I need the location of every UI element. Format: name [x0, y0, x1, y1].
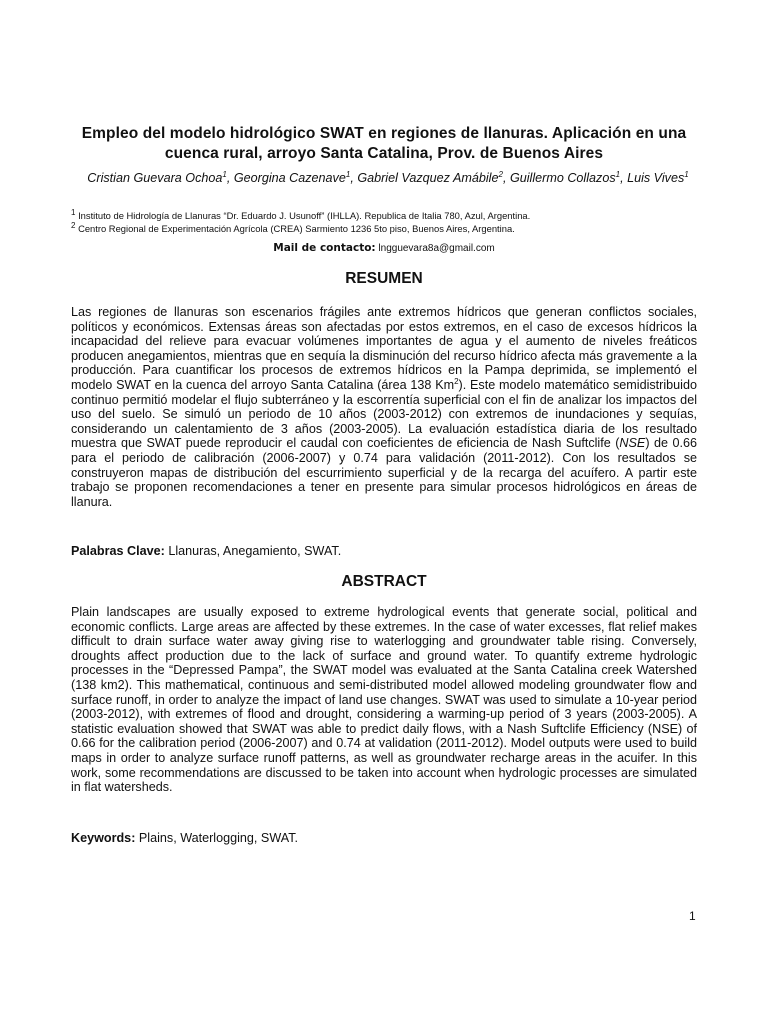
affiliations: [71, 209, 697, 235]
page-number: 1: [689, 909, 696, 923]
palabras-clave-label: Palabras Clave:: [71, 544, 165, 558]
author: Luis Vives$^1$: [627, 169, 689, 185]
author: Georgina Cazenave$^1$,: [233, 169, 358, 185]
paper-title: Empleo del modelo hidrológico SWAT en regiones de llanuras. Aplicación en una cuenca rural, arroyo Santa Catalina, Prov. de Buenos Aires: [81, 125, 687, 162]
abstract-heading: ABSTRACT: [341, 573, 427, 590]
contact-email: lngguevara8a@gmail.com: [378, 243, 495, 254]
author-list: [71, 171, 705, 186]
keywords: [71, 831, 697, 846]
palabras-clave: [71, 544, 697, 559]
keywords-text: Plains, Waterlogging, SWAT.: [138, 831, 299, 845]
author: Guillermo Collazos$^1$,: [509, 169, 628, 185]
author: Cristian Guevara Ochoa$^1$,: [87, 169, 234, 185]
palabras-clave-text: Llanuras, Anegamiento, SWAT.: [168, 544, 342, 558]
contact-label: Mail de contacto:: [273, 242, 376, 254]
contact-line: [71, 241, 697, 256]
author: Gabriel Vazquez Amábile$^2$,: [357, 169, 510, 185]
keywords-label: Keywords:: [71, 831, 136, 845]
abstract-paragraph: Plain landscapes are usually exposed to extreme hydrological events that generate social, political and economic conflicts. Large areas are affected by these extremes. In the case of water excesses, flat relief makes difficult to drain surface water away giving rise to waterlogging and groundwater table rising. Conversely, droughts affect production due to the lack of surface and ground water. To quantify extreme hydrologic processes in the “Depressed Pampa”, the SWAT model was evaluated at the Santa Catalina creek Watershed (138 km2). This mathematical, continuous and semi-distributed model allowed modeling groundwater flow and surface runoff, in order to analyze the impact of land use changes. SWAT was used to simulate a 10-year period (2003-2012), with extremes of flood and drought, considering a warming-up period of 3 years (2003-2005). A statistic evaluation showed that SWAT was able to predict daily flows, with a Nash Suftclife Efficiency (NSE) of 0.66 for the calibration period (2006-2007) and 0.74 at validation (2011-2012). Model outputs were used to build maps in order to analyze surface runoff patterns, as well as groundwater recharge areas in the acuifer. In this work, some recommendations are discussed to be taken into account when hydrologic processes are simulated in flat watersheds.: [71, 605, 697, 795]
resumen-heading: RESUMEN: [345, 270, 423, 287]
affiliation-item: $^1$ Instituto de Hidrología de Llanuras “Dr. Eduardo J. Usunoff” (IHLLA). Republica de Italia 780, Azul, Argentina.: [71, 207, 531, 221]
affiliation-item: $^2$ Centro Regional de Experimentación Agrícola (CREA) Sarmiento 1236 5to piso, Buenos Aires, Argentina.: [71, 220, 515, 234]
resumen-paragraph: Las regiones de llanuras son escenarios frágiles ante extremos hídricos que generan conflictos sociales, políticos y económicos. Extensas áreas son afectadas por estos extremos, en el caso de excesos hídricos la incapacidad del relieve para evacuar volúmenes importantes de agua y el aumento de niveles freáticos producen anegamientos, mientras que en sequía la disminución del recurso hídrico afecta más gravemente a la producción. Para cuantificar los procesos de extremos hídricos en la Pampa deprimida, se implementó el modelo SWAT en la cuenca del arroyo Santa Catalina (área 138 Km$^2$). Este modelo matemático semidistribuido continuo permitió modelar el flujo subterráneo y la escorrentía superficial con el fin de analizar los impactos del uso del suelo. Se simuló un periodo de 10 años (2003-2012) con extremos de inundaciones y sequías, considerando un calentamiento de 3 años (2003-2005). La evaluación estadística diaria de los resultado muestra que SWAT puede reproducir el caudal con coeficientes de eficiencia de Nash Suftclife (NSE) de 0.66 para el periodo de calibración (2006-2007) y 0.74 para validación (2011-2012). Con los resultados se construyeron mapas de distribución del escurrimiento superficial y de la recarga del acuífero. A partir este trabajo se proponen recomendaciones a tener en presente para simular procesos hidrológicos en áreas de llanura.: [71, 305, 697, 509]
